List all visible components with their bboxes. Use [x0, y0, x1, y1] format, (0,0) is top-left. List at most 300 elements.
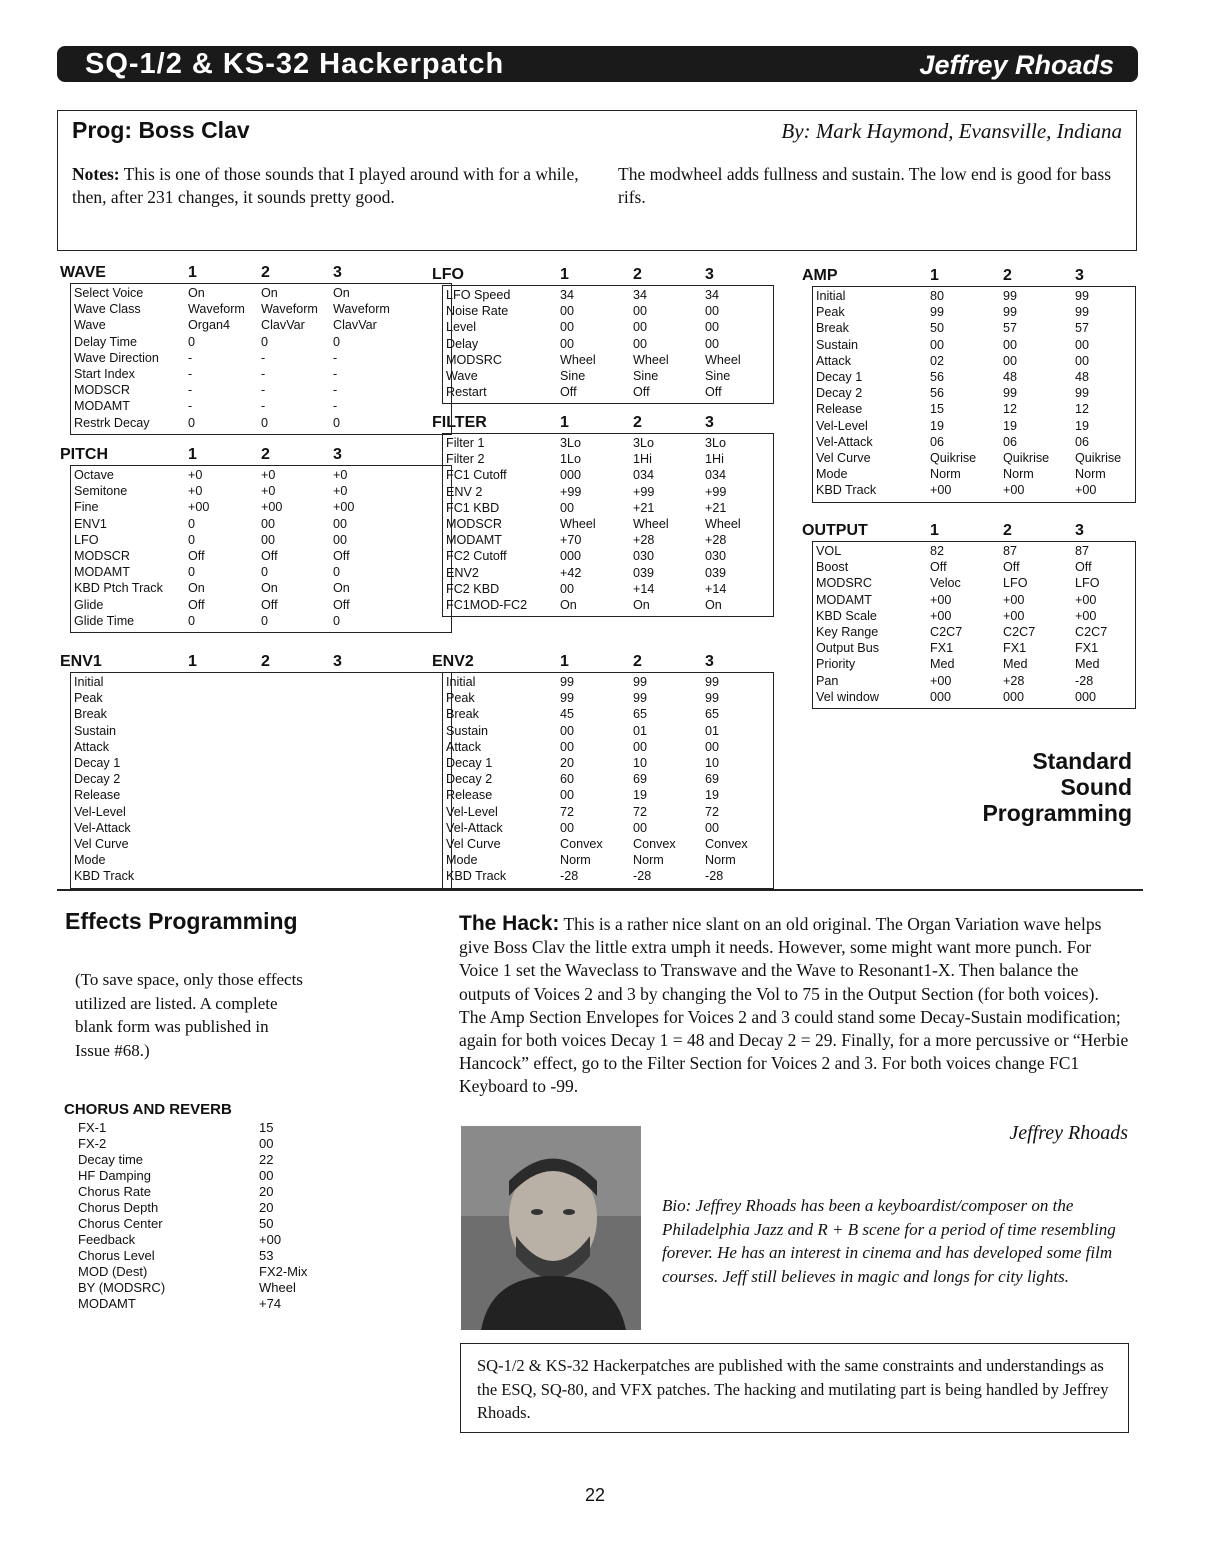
param-value: +00 — [1003, 608, 1025, 623]
param-value: Off — [1003, 560, 1020, 575]
env1-col-3: 3 — [333, 653, 342, 670]
param-label: Vel-Attack — [74, 820, 131, 835]
param-value: 45 — [560, 707, 575, 722]
param-row — [802, 559, 1136, 575]
param-value: +21 — [633, 500, 655, 515]
param-row — [432, 319, 774, 335]
param-row — [60, 690, 452, 706]
param-row — [802, 482, 1136, 498]
param-value: 00 — [930, 337, 945, 352]
filter-col-1: 1 — [560, 414, 569, 431]
param-value: Quikrise — [1075, 451, 1122, 465]
param-value: +00 — [930, 608, 952, 623]
param-label: Mode — [74, 853, 106, 868]
chorus-value: +74 — [259, 1296, 282, 1311]
chorus-value: FX2-Mix — [259, 1264, 308, 1279]
param-value: -28 — [705, 869, 724, 884]
notes-label: Notes: — [72, 164, 120, 184]
param-value: 00 — [560, 320, 575, 335]
std-line-2: Sound — [1060, 774, 1132, 800]
param-value: Off — [261, 549, 278, 563]
param-value: 72 — [633, 804, 648, 819]
param-row — [432, 597, 774, 613]
param-row — [60, 317, 452, 333]
param-value: +00 — [1003, 483, 1025, 498]
param-row — [802, 385, 1136, 401]
param-value: 15 — [930, 402, 945, 417]
param-row — [432, 836, 774, 852]
author-photo — [461, 1126, 641, 1330]
param-label: Wave — [74, 318, 106, 333]
param-value: Off — [560, 385, 577, 400]
hack-lead: The Hack: — [459, 912, 560, 935]
param-value: +00 — [333, 500, 355, 515]
param-value: 1Lo — [560, 452, 582, 467]
param-value: -28 — [1075, 673, 1094, 688]
env2-title: ENV2 — [432, 653, 474, 670]
param-value: +00 — [261, 500, 283, 515]
param-value: 65 — [633, 707, 648, 722]
param-value: 06 — [1075, 434, 1090, 449]
param-value: 00 — [633, 320, 648, 335]
param-value: ClavVar — [333, 318, 377, 333]
prog-box — [57, 110, 1137, 251]
param-value: 0 — [188, 613, 196, 628]
param-row — [60, 868, 452, 884]
param-value: 99 — [560, 691, 575, 706]
param-value: 00 — [1075, 337, 1090, 352]
param-value: Med — [1003, 657, 1028, 672]
param-value: 12 — [1075, 402, 1090, 417]
param-value: +0 — [333, 484, 348, 499]
param-row — [60, 301, 452, 317]
param-value: 19 — [1075, 418, 1090, 433]
env2-col-1: 1 — [560, 653, 569, 670]
param-value: +28 — [705, 533, 727, 548]
param-label: ENV 2 — [446, 484, 483, 499]
param-label: Sustain — [446, 723, 489, 738]
param-label: Fine — [74, 500, 99, 515]
param-row — [432, 352, 774, 368]
param-value: 00 — [333, 516, 348, 531]
param-label: Break — [74, 707, 107, 722]
param-row — [802, 689, 1136, 705]
param-label: Release — [446, 788, 493, 803]
chorus-label: Decay time — [78, 1152, 144, 1167]
param-value: Quikrise — [930, 451, 977, 465]
param-value: 0 — [261, 613, 269, 628]
param-row — [432, 287, 774, 303]
param-value: 99 — [1075, 386, 1090, 401]
chorus-label: BY (MODSRC) — [78, 1280, 166, 1295]
param-value: Off — [930, 560, 947, 575]
param-value: 99 — [705, 675, 720, 689]
param-row — [432, 500, 774, 516]
param-value: 99 — [1003, 289, 1018, 303]
filter-col-2: 2 — [633, 414, 642, 431]
param-value: 99 — [633, 675, 648, 689]
chorus-label: Chorus Rate — [78, 1184, 151, 1199]
param-value: 19 — [705, 788, 720, 803]
param-value: Wheel — [560, 352, 596, 367]
chorus-label: FX-1 — [78, 1120, 107, 1135]
hack-text — [459, 912, 1129, 1099]
param-value: 000 — [560, 468, 582, 483]
param-value: LFO — [1075, 576, 1100, 591]
param-label: Select Voice — [74, 286, 144, 300]
param-value: Off — [261, 597, 278, 612]
param-value: C2C7 — [1075, 625, 1108, 639]
param-row — [60, 548, 452, 564]
param-value: 00 — [633, 739, 648, 754]
param-label: Decay 1 — [816, 370, 863, 384]
param-label: Release — [74, 788, 121, 803]
param-row — [432, 706, 774, 722]
param-label: Noise Rate — [446, 304, 509, 319]
param-value: 48 — [1075, 370, 1090, 384]
param-label: Glide — [74, 597, 104, 612]
author-bio: Bio: Jeffrey Rhoads has been a keyboardist/composer on the Philadelphia Jazz and R + B scene for a period of time resembling forever. He has an interest in cinema and has developed some film courses. Jeff still believes in magic and longs for city lights. — [662, 1196, 1116, 1286]
param-value: Off — [188, 597, 205, 612]
param-row — [432, 451, 774, 467]
param-row — [60, 564, 452, 580]
param-row — [60, 613, 452, 629]
chorus-value: 50 — [259, 1216, 274, 1231]
param-value: LFO — [1003, 576, 1028, 591]
param-label: Sustain — [816, 337, 859, 352]
param-row — [802, 450, 1136, 466]
param-label: Decay 2 — [816, 386, 863, 401]
param-value: Convex — [633, 837, 676, 851]
param-value: 34 — [633, 288, 648, 302]
param-value: 10 — [633, 756, 648, 770]
chorus-value: +00 — [259, 1232, 282, 1247]
param-value: Quikrise — [1003, 451, 1050, 465]
param-label: Filter 1 — [446, 436, 485, 450]
chorus-label: Chorus Center — [78, 1216, 163, 1231]
param-label: Vel-Level — [74, 804, 126, 819]
param-row — [60, 706, 452, 722]
param-label: Vel-Level — [816, 418, 868, 433]
footer-box — [460, 1343, 1129, 1433]
param-label: Wave Direction — [74, 350, 159, 365]
param-value: - — [261, 399, 266, 414]
param-label: Initial — [446, 675, 476, 689]
param-row — [802, 304, 1136, 320]
param-value: 02 — [930, 353, 945, 368]
param-value: Wheel — [705, 517, 741, 531]
chorus-value: Wheel — [259, 1280, 296, 1295]
param-row — [60, 483, 452, 499]
notes-left — [72, 163, 592, 209]
param-value: Sine — [705, 369, 731, 383]
std-line-3: Programming — [982, 800, 1132, 826]
param-label: FC2 Cutoff — [446, 549, 507, 564]
param-row — [802, 418, 1136, 434]
param-label: Glide Time — [74, 613, 135, 628]
param-label: Vel window — [816, 689, 880, 704]
param-value: 01 — [705, 723, 720, 738]
param-row — [802, 353, 1136, 369]
chorus-value: 53 — [259, 1248, 274, 1263]
param-value: 0 — [333, 334, 341, 349]
param-value: On — [560, 598, 577, 612]
param-row — [802, 624, 1136, 640]
chorus-label: Chorus Depth — [78, 1200, 159, 1215]
param-value: Norm — [705, 853, 736, 868]
param-value: +0 — [261, 484, 276, 499]
param-row — [432, 739, 774, 755]
std-line-1: Standard — [1032, 748, 1132, 774]
header-banner — [57, 46, 1138, 82]
param-label: MODAMT — [74, 399, 130, 414]
param-row — [432, 384, 774, 400]
param-label: Key Range — [816, 625, 879, 639]
param-label: FC2 KBD — [446, 581, 500, 596]
param-value: 99 — [1003, 386, 1018, 401]
param-value: - — [261, 383, 266, 398]
param-label: Output Bus — [816, 641, 880, 656]
param-label: FC1MOD-FC2 — [446, 598, 528, 612]
param-value: On — [705, 598, 722, 612]
param-row — [802, 608, 1136, 624]
param-value: 00 — [705, 320, 720, 335]
chorus-label: Chorus Level — [78, 1248, 155, 1263]
param-value: Convex — [560, 837, 603, 851]
param-value: 99 — [633, 691, 648, 706]
chorus-value: 00 — [259, 1136, 274, 1151]
param-value: - — [261, 350, 266, 365]
param-row — [60, 467, 452, 483]
param-value: Med — [1075, 657, 1100, 672]
param-row — [60, 804, 452, 820]
param-label: Delay — [446, 336, 479, 351]
param-value: +0 — [188, 468, 203, 482]
env2-col-2: 2 — [633, 653, 642, 670]
param-value: 57 — [1003, 321, 1018, 336]
wave-col-3: 3 — [333, 264, 342, 281]
param-row — [802, 656, 1136, 672]
param-value: 034 — [633, 468, 655, 483]
param-label: Sustain — [74, 723, 117, 738]
param-label: FC1 KBD — [446, 500, 500, 515]
param-row — [60, 674, 452, 690]
param-label: Wave Class — [74, 302, 141, 317]
env1-col-1: 1 — [188, 653, 197, 670]
lfo-title: LFO — [432, 266, 464, 283]
param-value: Organ4 — [188, 318, 231, 333]
param-value: 99 — [705, 691, 720, 706]
param-value: 20 — [560, 756, 575, 770]
chorus-label: FX-2 — [78, 1136, 107, 1151]
param-label: Peak — [816, 305, 845, 320]
section-divider — [57, 889, 1143, 891]
param-value: 0 — [261, 415, 269, 430]
param-value: +42 — [560, 565, 582, 580]
footer-text: SQ-1/2 & KS-32 Hackerpatches are published with the same constraints and understandings as the ESQ, SQ-80, and VFX patches. The hacking and mutilating part is being handled by Jeffrey Rhoads. — [477, 1356, 1109, 1422]
param-value: 00 — [560, 739, 575, 754]
chorus-value: 20 — [259, 1200, 274, 1215]
chorus-reverb-title: CHORUS AND REVERB — [64, 1101, 232, 1118]
param-value: +00 — [930, 673, 952, 688]
param-row — [432, 368, 774, 384]
param-row — [432, 581, 774, 597]
param-label: Decay 1 — [446, 756, 493, 770]
param-value: 0 — [261, 565, 269, 580]
env2-col-3: 3 — [705, 653, 714, 670]
param-value: +0 — [188, 484, 203, 499]
wave-col-1: 1 — [188, 264, 197, 281]
param-value: - — [188, 399, 193, 414]
prog-title: Prog: Boss Clav — [72, 117, 250, 143]
param-value: 69 — [705, 772, 720, 787]
param-value: 1Hi — [705, 452, 724, 467]
param-value: 00 — [560, 500, 575, 515]
param-value: 00 — [560, 820, 575, 835]
param-value: ClavVar — [261, 318, 305, 333]
param-value: 034 — [705, 468, 727, 483]
param-label: Level — [446, 320, 477, 335]
param-value: 00 — [633, 304, 648, 319]
param-value: 99 — [1003, 305, 1018, 320]
chorus-value: 20 — [259, 1184, 274, 1199]
param-value: Off — [188, 549, 205, 563]
param-value: +28 — [1003, 673, 1025, 688]
param-row — [60, 285, 452, 301]
param-value: 000 — [560, 549, 582, 564]
effects-note: (To save space, only those effects utilized are listed. A complete blank form was published in Issue #68.) — [75, 970, 303, 1060]
param-label: MODAMT — [816, 592, 872, 607]
param-row — [432, 787, 774, 803]
param-value: 99 — [560, 675, 575, 689]
param-row — [802, 592, 1136, 608]
param-row — [432, 820, 774, 836]
param-row — [60, 516, 452, 532]
param-label: KBD Track — [74, 869, 135, 884]
param-value: - — [333, 350, 338, 365]
param-value: 65 — [705, 707, 720, 722]
param-value: 50 — [930, 321, 945, 336]
param-label: MODSCR — [446, 517, 502, 531]
param-label: Restrk Decay — [74, 415, 150, 430]
param-value: Wheel — [705, 352, 741, 367]
amp-col-2: 2 — [1003, 267, 1012, 284]
param-value: Norm — [633, 853, 664, 868]
param-value: Norm — [560, 853, 591, 868]
param-row — [802, 288, 1136, 304]
param-value: +00 — [188, 500, 210, 515]
param-value: +00 — [930, 592, 952, 607]
param-row — [802, 575, 1136, 591]
param-label: Vel-Level — [446, 804, 498, 819]
param-label: Vel-Attack — [446, 820, 503, 835]
param-label: ENV2 — [446, 565, 479, 580]
param-value: 56 — [930, 370, 945, 384]
param-row — [60, 499, 452, 515]
param-row — [802, 337, 1136, 353]
param-row — [432, 755, 774, 771]
param-value: 00 — [560, 304, 575, 319]
param-label: Attack — [446, 739, 481, 754]
param-value: 99 — [1075, 289, 1090, 303]
param-value: - — [333, 399, 338, 414]
param-row — [60, 755, 452, 771]
param-value: - — [188, 350, 193, 365]
param-value: - — [188, 367, 193, 381]
param-label: Mode — [816, 467, 848, 482]
param-value: +70 — [560, 533, 582, 548]
notes-left-text: This is one of those sounds that I played around with for a while, then, after 231 changes, it sounds pretty good. — [72, 164, 579, 207]
param-value: Waveform — [333, 302, 390, 317]
param-value: 0 — [188, 532, 196, 547]
param-value: On — [333, 286, 350, 300]
param-value: 06 — [1003, 434, 1018, 449]
output-col-3: 3 — [1075, 522, 1084, 539]
amp-col-3: 3 — [1075, 267, 1084, 284]
param-row — [60, 836, 452, 852]
param-value: - — [333, 383, 338, 398]
param-value: 039 — [633, 565, 655, 580]
header-author: Jeffrey Rhoads — [919, 50, 1114, 80]
param-label: Vel-Attack — [816, 434, 873, 449]
param-label: KBD Ptch Track — [74, 581, 163, 596]
prog-byline: By: Mark Haymond, Evansville, Indiana — [781, 119, 1122, 143]
author-photo-image — [461, 1126, 641, 1330]
param-value: 3Lo — [705, 436, 727, 450]
standard-sound-programming — [982, 748, 1132, 826]
lfo-col-2: 2 — [633, 266, 642, 283]
chorus-value: 15 — [259, 1120, 274, 1135]
param-value: 00 — [633, 820, 648, 835]
param-value: 00 — [1003, 337, 1018, 352]
param-label: Decay 2 — [446, 772, 493, 787]
param-label: Semitone — [74, 484, 128, 499]
param-row — [432, 484, 774, 500]
param-label: Vel Curve — [446, 837, 501, 851]
filter-col-3: 3 — [705, 414, 714, 431]
param-label: Wave — [446, 369, 478, 383]
param-value: On — [188, 581, 205, 596]
env1-title: ENV1 — [60, 653, 102, 670]
param-row — [432, 771, 774, 787]
param-value: Norm — [1003, 467, 1034, 482]
param-label: Boost — [816, 560, 849, 575]
param-label: KBD Track — [816, 483, 877, 498]
lfo-col-1: 1 — [560, 266, 569, 283]
param-value: +99 — [560, 484, 582, 499]
param-value: 19 — [1003, 418, 1018, 433]
param-value: FX1 — [930, 641, 954, 656]
param-value: Off — [1075, 560, 1092, 575]
param-value: Off — [705, 385, 722, 400]
output-title: OUTPUT — [802, 522, 868, 539]
page-number: 22 — [585, 1485, 606, 1505]
param-row — [60, 398, 452, 414]
param-value: 000 — [1075, 689, 1097, 704]
param-row — [802, 673, 1136, 689]
param-value: 3Lo — [633, 436, 655, 450]
param-value: Sine — [560, 369, 586, 383]
param-label: Start Index — [74, 367, 135, 381]
param-value: 00 — [560, 723, 575, 738]
param-row — [432, 548, 774, 564]
chorus-value: 22 — [259, 1152, 274, 1167]
param-row — [60, 787, 452, 803]
param-label: Restart — [446, 385, 487, 400]
param-value: +00 — [1075, 608, 1097, 623]
param-value: Wheel — [560, 517, 596, 531]
wave-title: WAVE — [60, 264, 106, 281]
